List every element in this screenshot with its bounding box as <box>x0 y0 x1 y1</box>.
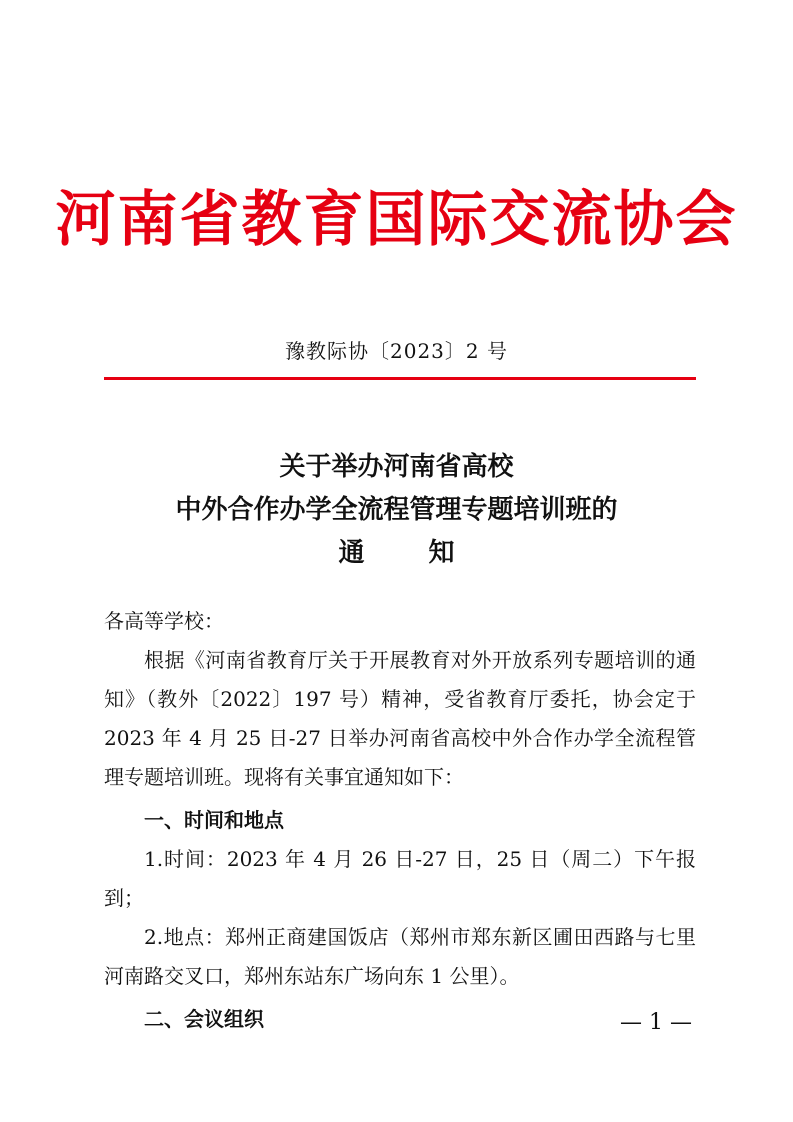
section-1-heading: 一、时间和地点 <box>144 808 284 832</box>
page-number: — 1 — <box>620 1010 692 1035</box>
salutation: 各高等学校： <box>104 609 224 633</box>
title-line-1: 关于举办河南省高校 <box>279 452 514 482</box>
document-number: 豫教际协〔2023〕2 号 <box>285 339 508 363</box>
title-line-3 <box>0 532 793 575</box>
intro-paragraph: 根据《河南省教育厅关于开展教育对外开放系列专题培训的通知》（教外〔2022〕197 号）精神，受省教育厅委托，协会定于 2023 年 4 月 25 日-27 日举办河南省高校中外合作办学全流程管理专题培训班。现将有关事宜通知如下： <box>104 648 696 789</box>
title-line-3-text: 通知 <box>338 538 519 568</box>
section-1-item-2: 2.地点：郑州正商建国饭店（郑州市郑东新区圃田西路与七里河南路交叉口，郑州东站东广场向东 1 公里）。 <box>104 925 696 988</box>
section-1-item-1: 1.时间：2023 年 4 月 26 日-27 日，25 日（周二）下午报到； <box>104 847 696 910</box>
organization-header: 河南省教育国际交流协会 <box>55 185 738 255</box>
notice-title <box>0 446 793 575</box>
title-line-2: 中外合作办学全流程管理专题培训班的 <box>175 495 618 525</box>
section-2-heading: 二、会议组织 <box>144 1007 264 1031</box>
red-divider-line <box>104 377 696 380</box>
notice-body <box>104 602 696 1039</box>
